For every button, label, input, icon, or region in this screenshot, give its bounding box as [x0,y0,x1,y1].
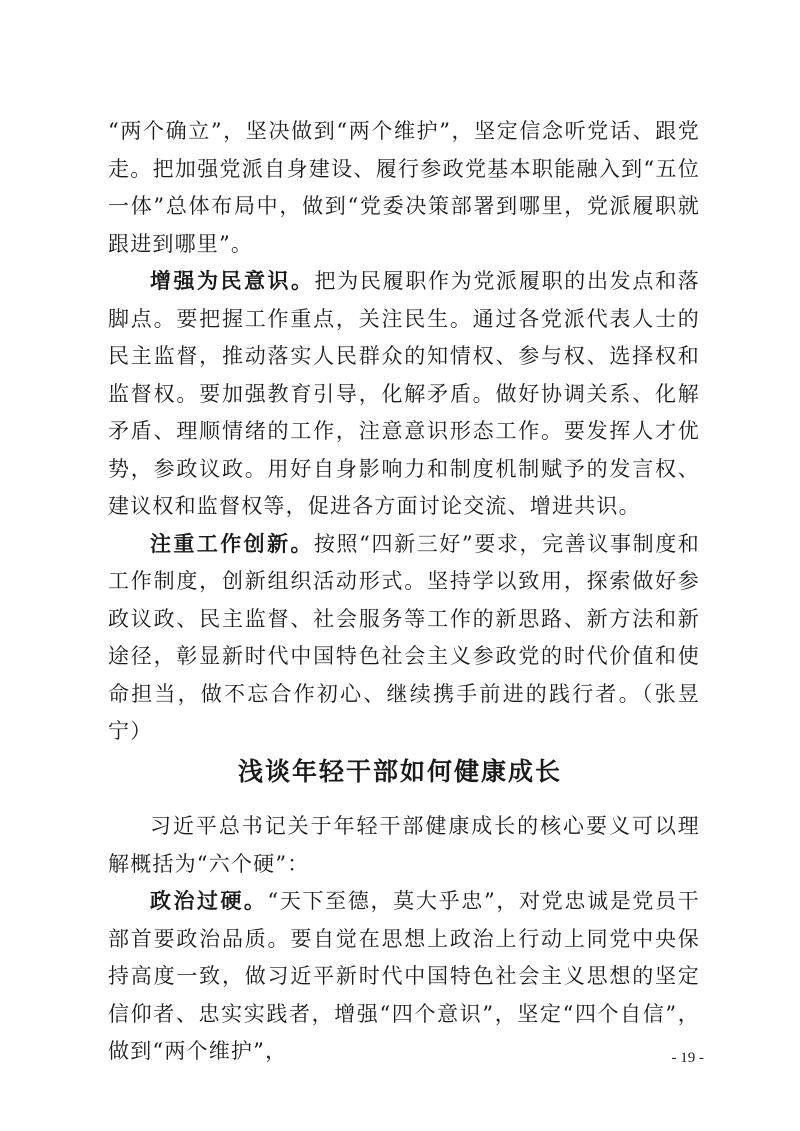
author-signature: （张昱宁） [108,681,700,743]
paragraph-text: “两个确立”，坚决做到“两个维护”，坚定信念听党话、跟党走。把加强党派自身建设、履行参政党基本职能融入到“五位一体”总体布局中，做到“党委决策部署到哪里，党派履职就跟进到哪里”。 [108,119,700,256]
previous-article-body [108,113,700,751]
paragraph [108,526,700,751]
paragraph-text: 按照“四新三好”要求，完善议事制度和工作制度，创新组织活动形式。坚持学以致用，探索做好参政议政、民主监督、社会服务等工作的新思路、新方法和新途径，彰显新时代中国特色社会主义参政党的时代价值和使命担当，做不忘合作初心、继续携手前进的践行者。 [108,531,701,706]
article-title: 浅谈年轻干部如何健康成长 [237,757,562,786]
paragraph [108,113,700,263]
article-body [108,808,700,1071]
paragraph-text: 把为民履职作为党派履职的出发点和落脚点。要把握工作重点，关注民生。通过各党派代表人士的民主监督，推动落实人民群众的知情权、参与权、选择权和监督权。要加强教育引导，化解矛盾。做好协调关系、化解矛盾、理顺情绪的工作，注意意识形态工作。要发挥人才优势，参政议政。用好自身影响力和制度机制赋予的发言权、建议权和监督权等，促进各方面讨论交流、增进共识。 [108,269,700,518]
paragraph [108,263,700,526]
paragraph-lead: 增强为民意识。 [150,269,315,293]
paragraph-text: 习近平总书记关于年轻干部健康成长的核心要义可以理解概括为“六个硬”： [108,814,700,876]
paragraph [108,808,700,883]
paragraph-text: “天下至德，莫大乎忠”，对党忠诚是党员干部首要政治品质。要自觉在思想上政治上行动上同党中央保持高度一致，做习近平新时代中国特色社会主义思想的坚定信仰者、忠实实践者，增强“四个意识”，坚定“四个自信”，做到“两个维护”， [108,889,700,1063]
paragraph-lead: 注重工作创新。 [150,531,314,556]
paragraph [108,883,700,1071]
paragraph-lead: 政治过硬。 [150,889,268,913]
page-number: - 19 - [671,1050,704,1066]
